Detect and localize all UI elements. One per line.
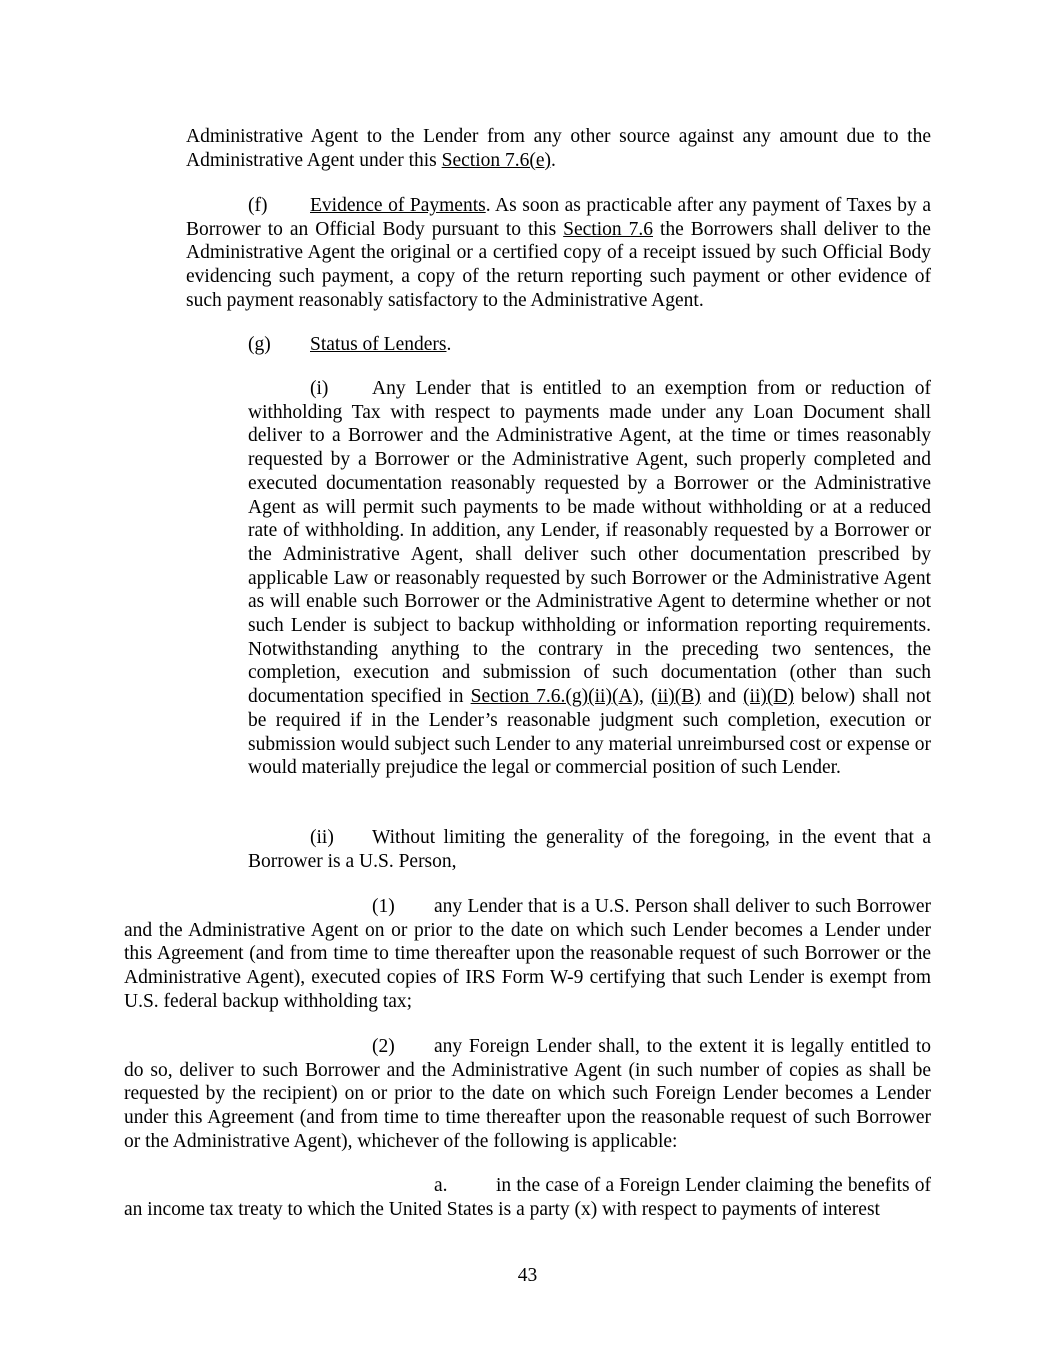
paragraph-label: (i): [310, 378, 329, 399]
paragraph-heading: Status of Lenders: [310, 334, 447, 355]
section-reference: Section 7.6: [563, 218, 653, 240]
continuation-paragraph: Administrative Agent to the Lender from any other source against any amount due to the Administrative Agent under this Section 7.6(e).: [186, 126, 931, 171]
paragraph-label: (1): [372, 896, 395, 917]
paragraph-label: (ii): [310, 827, 334, 848]
paragraph-1: (1) any Lender that is a U.S. Person shall deliver to such Borrower and the Administrative Agent on or prior to the date on which such Lender becomes a Lender under this Agreement (and from time to time thereafter upon the reasonable request of such Borrower or the Administrative Agent), executed copies of IRS Form W-9 certifying that such Lender is exempt from U.S. federal backup withholding tax;: [124, 896, 931, 1012]
paragraph-label: (2): [372, 1036, 395, 1057]
section-reference: Section 7.6.(g)(ii)(A): [470, 686, 640, 708]
paragraph-g-ii: (ii) Without limiting the generality of the foregoing, in the event that a Borrower is a U.S. Person,: [248, 827, 931, 872]
paragraph-2: (2) any Foreign Lender shall, to the extent it is legally entitled to do so, deliver to such Borrower and the Administrative Agent (in such number of copies as shall be requested by the recipient) on or prior to the date on which such Foreign Lender becomes a Lender under this Agreement (and from time to time thereafter upon the reasonable request of such Borrower or the Administrative Agent), whichever of the following is applicable:: [124, 1036, 931, 1152]
paragraph-g-i: (i) Any Lender that is entitled to an exemption from or reduction of withholding Tax with respect to payments made under any Loan Document shall deliver to a Borrower and the Administrative Agent, at the time or times reasonably requested by a Borrower or the Administrative Agent, such properly completed and executed documentation reasonably requested by a Borrower or the Administrative Agent as will permit such payments to be made without withholding or at a reduced rate of withholding. In addition, any Lender, if reasonably requested by a Borrower or the Administrative Agent, shall deliver such other documentation prescribed by applicable Law or reasonably requested by such Borrower or the Administrative Agent as will enable such Borrower or the Administrative Agent to determine whether or not such Lender is subject to backup withholding or information reporting requirements. Notwithstanding anything to the contrary in the preceding two sentences, the completion, execution and submission of such documentation (other than such documentation specified in Section 7.6.(g)(ii)(A), (ii)(B) and (ii)(D) below) shall not be required if in the Lender’s reasonable judgment such completion, execution or submission would subject such Lender to any material unreimbursed cost or expense or would materially prejudice the legal or commercial position of such Lender.: [248, 378, 932, 779]
paragraph-a: a. in the case of a Foreign Lender claiming the benefits of an income tax treaty to which the United States is a party (x) with respect to payments of interest: [124, 1175, 931, 1220]
paragraph-label: a.: [434, 1175, 448, 1196]
section-reference: (ii)(B): [650, 686, 701, 708]
paragraph-f: (f) Evidence of Payments. As soon as practicable after any payment of Taxes by a Borrower to an Official Body pursuant to this Section 7.6 the Borrowers shall deliver to the Administrative Agent the original or a certified copy of a receipt issued by such Official Body evidencing such payment, a copy of the return reporting such payment or other evidence of such payment reasonably satisfactory to the Administrative Agent.: [186, 195, 931, 311]
paragraph-label: (f): [248, 195, 268, 216]
paragraph-label: (g): [248, 334, 271, 355]
section-reference: Section 7.6(e): [441, 149, 552, 171]
section-reference: (ii)(D): [743, 686, 794, 708]
paragraph-g: (g) Status of Lenders.: [248, 334, 452, 355]
paragraph-heading: Evidence of Payments: [310, 195, 486, 216]
page-number: 43: [517, 1265, 538, 1286]
